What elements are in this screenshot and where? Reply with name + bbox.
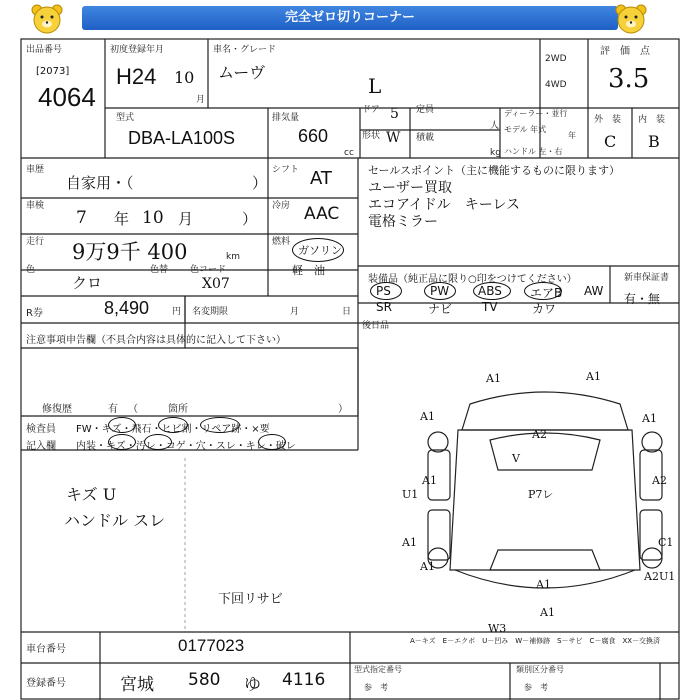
exterior-label: 外 装 (594, 115, 622, 125)
lot-number: 4064 (38, 82, 96, 112)
bear-mascot-icon (614, 2, 648, 36)
displacement-label: 排気量 (272, 113, 300, 123)
warranty-label: 新車保証書 (624, 273, 670, 283)
handwritten-note: ハンドル スレ (64, 511, 166, 530)
shape-value: W (386, 130, 401, 146)
fuel-selected-circle (292, 238, 344, 262)
history-close: ） (252, 174, 268, 192)
crack-circle (200, 417, 240, 433)
plate-label: 登録番号 (26, 678, 66, 689)
class-ref: 参 考 (524, 683, 548, 692)
sales-point-item: エコアイドル キーレス (368, 197, 521, 213)
damage-mark: P7レ (528, 488, 554, 501)
lot-prefix: [2073] (36, 66, 70, 77)
plate-number: 4116 (282, 670, 326, 690)
rear-seat-label: 後日品 (362, 321, 390, 331)
equip-ps: PS (376, 284, 391, 298)
scratch-circle (108, 417, 136, 433)
capacity-unit: 人 (490, 121, 500, 131)
plate-kana: ゆ (244, 675, 261, 695)
cert-label: 型式指定番号 (354, 665, 402, 674)
interior-scratch-circle (108, 434, 136, 450)
score-label: 評 価 点 (600, 46, 650, 57)
recycle-amount: 8,490 (104, 298, 150, 318)
equip-airbag-circle (524, 282, 562, 300)
shaken-label: 車検 (26, 201, 45, 211)
chip-circle (158, 417, 188, 433)
damage-mark: A2U1 (644, 570, 676, 583)
month-unit: 月 (196, 95, 206, 105)
damage-mark: A2 (652, 474, 667, 487)
score-value: 3.5 (608, 64, 650, 94)
header-bar (0, 0, 700, 37)
load-label: 積載 (416, 133, 435, 143)
model-code: DBA-LA100S (128, 128, 236, 148)
damage-mark: C1 (658, 536, 674, 549)
color-label: 色 (26, 265, 36, 275)
damage-mark: A1 (642, 412, 657, 425)
color-code-value: X07 (202, 276, 230, 292)
damage-mark: A1 (586, 370, 601, 383)
equip-pw: PW (430, 284, 450, 298)
equip-leather: カワ (532, 302, 557, 316)
color-code-label: 色コード (190, 265, 227, 275)
damage-mark: V (512, 452, 520, 465)
damage-mark: A2 (532, 428, 547, 441)
equip-tv: TV (482, 300, 498, 314)
cert-ref: 参 考 (364, 683, 388, 692)
exterior-grade: C (604, 132, 617, 151)
shape-label: 形状 (362, 131, 381, 141)
ac-label: 冷房 (272, 201, 291, 211)
notes-label: 注意事項申告欄（不具合内容は具体的に記入して下さい） (26, 335, 286, 346)
equipment-grid (372, 284, 612, 318)
doors-label: ドア (362, 105, 380, 115)
shaken-month-unit: 月 (178, 210, 194, 228)
damage-legend: A－キズ E－エクボ U－凹み W－補修跡 S－サビ C－腐食 XX－交換済 (410, 637, 661, 645)
history-value: 自家用・（ (66, 174, 134, 192)
class-label: 類別区分番号 (516, 665, 564, 674)
lot-label: 出品番号 (26, 45, 63, 55)
warranty-value: 有・無 (624, 292, 661, 306)
damage-mark: A1 (402, 536, 417, 549)
recycle-unit: 円 (172, 307, 182, 317)
equip-pw-circle (424, 282, 456, 300)
equip-abs: ABS (478, 284, 502, 298)
sales-point-item: 電格ミラー (368, 214, 438, 230)
equip-sr: SR (376, 300, 392, 314)
damage-mark: A1 (540, 606, 555, 619)
capacity-label: 定員 (416, 105, 435, 115)
displacement-value: 660 (298, 126, 329, 146)
repair-label: 修復歴 (42, 404, 72, 415)
car-damage-diagram (400, 370, 690, 632)
sales-points-list (368, 180, 520, 231)
repair-value: 有 (108, 404, 118, 415)
page-title: 完全ゼロ切りコーナー (82, 6, 618, 30)
model-label: 型式 (116, 113, 135, 123)
doors-value: 5 (390, 106, 399, 122)
fuel-gas: ガソリン (298, 244, 342, 257)
equipment-label: 装備品（純正品に限り○印をつけてください） (368, 274, 577, 285)
mileage-label: 走行 (26, 237, 45, 247)
sales-points-label: セールスポイント（主に機能するものに限ります） (368, 164, 621, 177)
plate-class: 580 (188, 670, 221, 690)
handwritten-note: キズ U (66, 485, 117, 504)
inspector-label: 検査員 (26, 424, 56, 435)
vehicle-grade: L (368, 74, 382, 98)
equip-aw: AW (584, 284, 604, 298)
year-unit: 年 (568, 131, 576, 140)
name-label: 車名・グレード (213, 45, 277, 55)
equip-abs-circle (473, 282, 511, 300)
history-label: 車歴 (26, 165, 45, 175)
model-year-label: モデル 年式 (504, 125, 547, 134)
displacement-unit: cc (344, 148, 354, 158)
name-change-label: 名変期限 (192, 307, 229, 317)
recycle-label: R券 (26, 308, 43, 319)
inspection-line-1: FW・キズ・飛石・ヒビ割・リペア跡・×要 (76, 424, 270, 435)
interior-grade: B (648, 132, 660, 151)
damage-mark: A1 (422, 474, 437, 487)
first-reg-month: 10 (174, 68, 195, 87)
interior-label: 内 装 (638, 115, 666, 125)
name-change-month: 月 (290, 307, 300, 317)
equip-ps-circle (370, 282, 402, 300)
frame-number: 0177023 (178, 636, 245, 655)
load-unit: kg (490, 148, 501, 158)
inspection-line-2: 内装・キズ・汚レ・コゲ・穴・スレ・キレ・破レ (76, 441, 296, 452)
shaken-month: 10 (142, 208, 164, 228)
first-reg-label: 初度登録年月 (110, 45, 165, 55)
shift-value: AT (310, 168, 332, 189)
dirt-circle (144, 434, 172, 450)
dealer-label: ディーラー・並行 (504, 109, 568, 118)
damage-mark: A1 (536, 578, 551, 591)
color-no-label: 色替 (150, 265, 169, 275)
equip-airbag: エアB (530, 286, 563, 300)
damage-mark: A1 (486, 372, 501, 385)
color-value: クロ (72, 274, 103, 292)
fuel-diesel: 軽 油 (292, 264, 325, 277)
shaken-year-unit: 年 (114, 210, 130, 228)
vehicle-name: ムーヴ (218, 63, 266, 82)
sales-point-item: ユーザー買取 (368, 180, 452, 196)
fuel-label: 燃料 (272, 237, 291, 247)
ac-value: AAC (304, 204, 340, 224)
plate-region: 宮城 (120, 675, 154, 695)
damage-mark: A1 (420, 410, 435, 423)
drive-4wd: 4WD (545, 80, 567, 90)
recorder-label: 記入欄 (26, 441, 56, 452)
repair-parts: （ 箇所 (128, 404, 188, 415)
equip-navi: ナビ (428, 302, 453, 316)
floor-note: 下回リサビ (218, 592, 283, 607)
repair-close: ） (338, 404, 348, 415)
bear-mascot-icon (30, 2, 64, 36)
damage-mark: W3 (488, 622, 507, 632)
wear-circle (258, 434, 286, 450)
shift-label: シフト (272, 165, 300, 175)
drive-2wd: 2WD (545, 54, 567, 64)
shaken-year: 7 (76, 208, 87, 228)
mileage-unit: km (226, 252, 240, 262)
shaken-close: ） (242, 210, 258, 228)
damage-mark: A1 (420, 560, 435, 573)
handle-label: ハンドル 左・右 (504, 147, 563, 156)
frame-number-label: 車台番号 (26, 644, 66, 655)
damage-mark: U1 (402, 488, 419, 501)
name-change-day: 日 (342, 307, 352, 317)
first-reg-year: H24 (116, 64, 157, 89)
mileage-value: 9万9千 400 (72, 240, 188, 264)
